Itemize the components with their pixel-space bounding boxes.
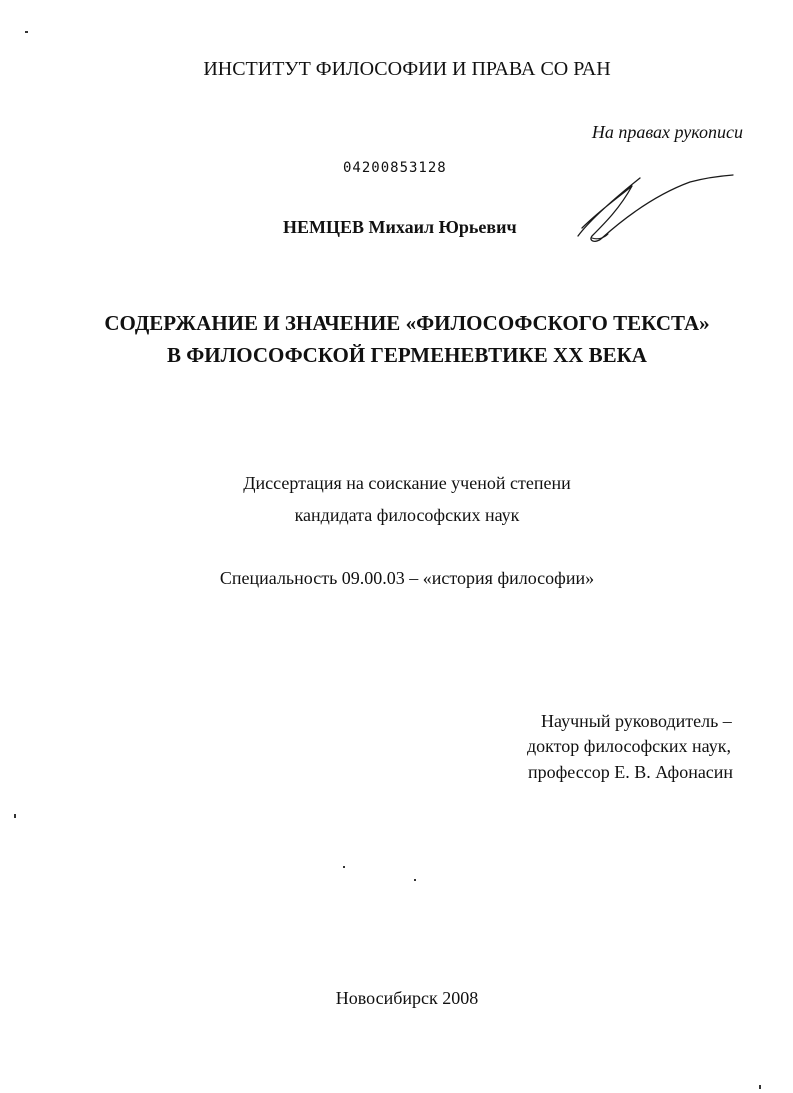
- dissertation-title-line-1: СОДЕРЖАНИЕ И ЗНАЧЕНИЕ «ФИЛОСОФСКОГО ТЕКСТА»: [104, 311, 710, 335]
- scan-speck: [343, 866, 345, 868]
- scan-speck: [414, 879, 416, 881]
- supervisor-line-1: Научный руководитель –: [541, 711, 732, 731]
- dissertation-title-line-2: В ФИЛОСОФСКОЙ ГЕРМЕНЕВТИКЕ XX ВЕКА: [167, 343, 647, 367]
- scan-speck: [25, 31, 28, 33]
- manuscript-note: На правах рукописи: [591, 122, 743, 142]
- degree-line-2: кандидата философских наук: [294, 505, 520, 525]
- author-name: НЕМЦЕВ Михаил Юрьевич: [283, 217, 517, 237]
- specialty: Специальность 09.00.03 – «история философии»: [219, 568, 595, 588]
- city-year: Новосибирск 2008: [335, 988, 479, 1008]
- supervisor-line-2: доктор философских наук,: [527, 736, 731, 756]
- degree-line-1: Диссертация на соискание ученой степени: [243, 473, 571, 493]
- supervisor-line-3: профессор Е. В. Афонасин: [528, 762, 734, 782]
- handwritten-signature-icon: [570, 168, 740, 248]
- scan-speck: [759, 1085, 761, 1089]
- scan-speck: [14, 814, 16, 818]
- institute-name: ИНСТИТУТ ФИЛОСОФИИ И ПРАВА СО РАН: [203, 58, 611, 80]
- catalog-number: 04200853128: [343, 160, 447, 176]
